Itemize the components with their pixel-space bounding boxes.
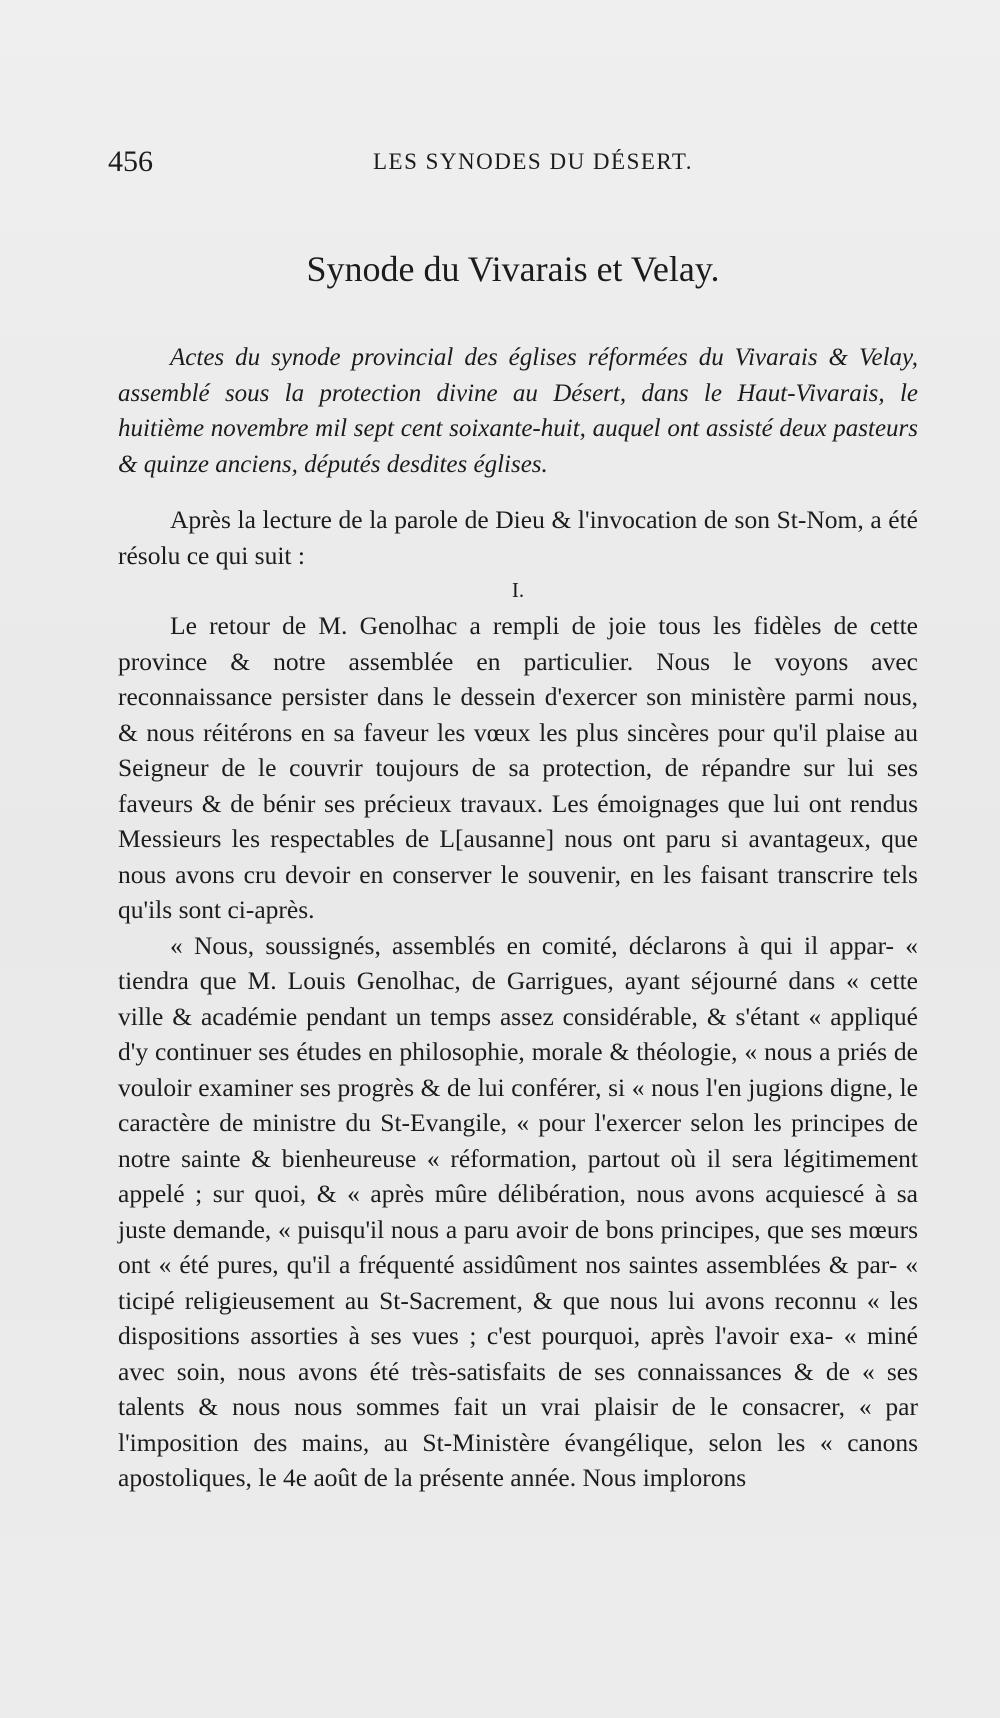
paragraph-2: « Nous, soussignés, assemblés en comité, déclarons à qui il appar- « tiendra que M. Louis Genolhac, de Garrigues, ayant séjourné dans « cette ville & académie pendant un temps assez considérable, & s'étant « appliqué d'y continuer ses études en philosophie, morale & théologie, « nous a priés de vouloir examiner ses progrès & de lui conférer, si « nous l'en jugions digne, le caractère de ministre du St-Evangile, « pour l'exercer selon les principes de notre sainte & bienheureuse « réformation, partout où il sera légitimement appelé ; sur quoi, & « après mûre délibération, nous avons acquiescé à sa juste demande, « puisqu'il nous a paru avoir de bons principes, que ses mœurs ont « été pures, qu'il a fréquenté assidûment nos saintes assemblées & par- « ticipé religieusement au St-Sacrement, & que nous lui avons reconnu « les dispositions assorties à ses vues ; c'est pourquoi, après l'avoir exa- « miné avec soin, nous avons été très-satisfaits de ses connaissances & de « ses talents & nous nous sommes fait un vrai plaisir de le consacrer, « par l'imposition des mains, au St-Ministère évangélique, selon les « canons apostoliques, le 4e août de la présente année. Nous implorons: [118, 930, 918, 1492]
running-title: LES SYNODES DU DÉSERT.: [373, 149, 693, 174]
intro-paragraph: Actes du synode provincial des églises réformées du Vivarais & Velay, assemblé sous la protection divine au Désert, dans le Haut-Vivarais, le huitième novembre mil sept cent soixante-huit, auquel ont assisté deux pasteurs & quinze anciens, députés desdites églises.: [118, 344, 918, 478]
opening-paragraph: Après la lecture de la parole de Dieu & l'invocation de son St-Nom, a été résolu ce qui suit :: [118, 505, 918, 570]
section-number: I.: [511, 578, 525, 602]
body-text: [118, 502, 918, 1496]
section-title: Synode du Vivarais et Velay.: [306, 249, 720, 289]
paragraph-1: Le retour de M. Genolhac a rempli de joie tous les fidèles de cette province & notre assemblée en particulier. Nous le voyons avec reconnaissance persister dans le dessein d'exercer son ministère parmi nous, & nous réitérons en sa faveur les vœux les plus sincères pour qu'il plaise au Seigneur de le couvrir toujours de sa protection, de répandre sur lui ses faveurs & de bénir ses précieux travaux. Les émoignages que lui ont rendus Messieurs les respectables de L[ausanne] nous ont paru si avantageux, que nous avons cru devoir en conserver le souvenir, en les faisant transcrire tels qu'ils sont ci-après.: [118, 611, 918, 924]
page-header: [108, 145, 918, 185]
page-number: 456: [108, 145, 153, 178]
